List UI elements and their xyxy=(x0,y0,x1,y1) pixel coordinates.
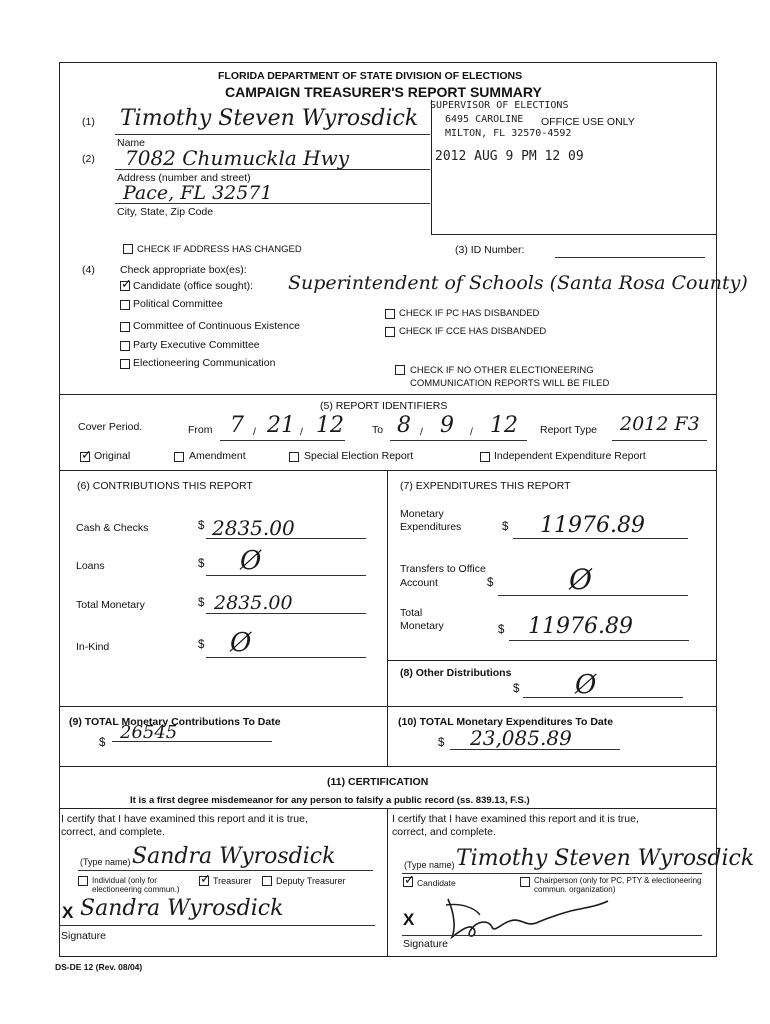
transfers-l1: Transfers to Office xyxy=(400,563,486,575)
report-identifiers-title: (5) REPORT IDENTIFIERS xyxy=(320,400,448,412)
special-election-checkbox[interactable] xyxy=(289,452,299,462)
cash-underline xyxy=(206,538,366,539)
cce-label: Committee of Continuous Existence xyxy=(133,320,300,332)
office-box-bottom xyxy=(431,234,717,235)
deputy-treasurer-label: Deputy Treasurer xyxy=(276,876,346,886)
cce-disbanded-label: CHECK IF CCE HAS DISBANDED xyxy=(399,326,547,337)
office-use-label: OFFICE USE ONLY xyxy=(541,116,635,128)
cce-disbanded-checkbox[interactable] xyxy=(385,327,395,337)
divider-cert-vertical xyxy=(387,808,388,957)
cash-checks-value: 2835.00 xyxy=(212,516,295,540)
divider-6-7 xyxy=(387,470,388,706)
total-contributions-title: (9) TOTAL Monetary Contributions To Date xyxy=(69,716,281,728)
total-monetary-underline xyxy=(206,613,366,614)
independent-expenditure-label: Independent Expenditure Report xyxy=(494,450,646,462)
deputy-treasurer-checkbox[interactable] xyxy=(262,876,272,886)
field-num-1: (1) xyxy=(82,116,95,128)
party-checkbox[interactable] xyxy=(120,341,130,351)
amendment-label: Amendment xyxy=(189,450,246,462)
office-sought-value: Superintendent of Schools (Santa Rosa County) xyxy=(288,272,748,294)
to-day: 9 xyxy=(440,413,454,438)
candidate-cert-checkbox[interactable] xyxy=(403,877,413,887)
transfers-dollar: $ xyxy=(487,577,494,589)
divider-9-10 xyxy=(387,706,388,766)
report-type-underline xyxy=(612,440,707,441)
total-contributions-underline xyxy=(112,741,272,742)
from-year: 12 xyxy=(316,413,344,438)
cash-checks-label: Cash & Checks xyxy=(76,522,149,534)
name-underline xyxy=(115,134,430,135)
treasurer-checkbox[interactable] xyxy=(199,876,209,886)
candidate-checkbox[interactable] xyxy=(120,281,130,291)
total-expenditures-title: (10) TOTAL Monetary Expenditures To Date xyxy=(398,716,614,728)
left-signature-underline xyxy=(60,925,375,926)
total-contributions-value: 26545 xyxy=(120,722,178,743)
left-certify-l1: I certify that I have examined this report and it is true, xyxy=(61,813,308,825)
right-certify-l2: correct, and complete. xyxy=(392,826,496,838)
party-label: Party Executive Committee xyxy=(133,339,260,351)
cce-checkbox[interactable] xyxy=(120,322,130,332)
right-x-mark: X xyxy=(403,910,415,929)
contributions-title: (6) CONTRIBUTIONS THIS REPORT xyxy=(77,480,253,492)
check-boxes-label: Check appropriate box(es): xyxy=(120,264,247,276)
name-label: Name xyxy=(117,137,146,149)
original-checkbox[interactable] xyxy=(80,452,90,462)
name-value: Timothy Steven Wyrosdick xyxy=(120,106,419,131)
chairperson-checkbox[interactable] xyxy=(520,877,530,887)
office-box-left xyxy=(431,100,432,235)
other-distributions-title: (8) Other Distributions xyxy=(400,667,512,679)
amendment-checkbox[interactable] xyxy=(174,452,184,462)
candidate-name: Timothy Steven Wyrosdick xyxy=(456,846,755,871)
other-distributions-underline xyxy=(523,697,683,698)
address-value: 7082 Chumuckla Hwy xyxy=(125,146,350,170)
special-election-label: Special Election Report xyxy=(304,450,414,462)
treasurer-name: Sandra Wyrosdick xyxy=(132,844,336,869)
electioneering-checkbox[interactable] xyxy=(120,359,130,369)
certification-warning: It is a first degree misdemeanor for any person to falsify a public record (ss. 839.13, F.S.) xyxy=(130,795,530,806)
total-expenditures-l2: Monetary xyxy=(400,620,444,632)
total-expenditures-date-value: 23,085.89 xyxy=(470,726,572,750)
from-month: 7 xyxy=(230,413,244,438)
id-number-label: (3) ID Number: xyxy=(455,244,525,256)
right-certify-l1: I certify that I have examined this report and it is true, xyxy=(392,813,639,825)
treasurer-signature: Sandra Wyrosdick xyxy=(80,896,284,921)
no-other-label-2: COMMUNICATION REPORTS WILL BE FILED xyxy=(410,378,610,389)
original-label: Original xyxy=(94,450,131,462)
stamp-line3: MILTON, FL 32570-4592 xyxy=(445,128,572,139)
certification-title: (11) CERTIFICATION xyxy=(327,776,429,788)
monetary-expenditures-l2: Expenditures xyxy=(400,521,462,533)
id-number-underline xyxy=(555,257,705,258)
candidate-cert-label: Candidate xyxy=(417,878,456,888)
field-num-4: (4) xyxy=(82,264,95,276)
divider-8 xyxy=(387,660,717,661)
stamp-line2: 6495 CAROLINE xyxy=(445,114,524,125)
dept-header: FLORIDA DEPARTMENT OF STATE DIVISION OF ELECTIONS xyxy=(218,70,523,82)
form-title: CAMPAIGN TREASURER'S REPORT SUMMARY xyxy=(225,84,542,100)
loans-label: Loans xyxy=(76,560,105,572)
right-signature-underline xyxy=(402,935,702,936)
pc-disbanded-label: CHECK IF PC HAS DISBANDED xyxy=(399,308,540,319)
loans-value: Ø xyxy=(240,546,262,576)
inkind-dollar: $ xyxy=(198,639,205,651)
divider-9 xyxy=(59,706,717,707)
left-x-mark: X xyxy=(62,903,74,922)
right-signature-label: Signature xyxy=(403,938,448,950)
to-year: 12 xyxy=(490,413,518,438)
address-changed-checkbox[interactable] xyxy=(123,244,133,254)
left-certify-l2: correct, and complete. xyxy=(61,826,165,838)
chairperson-label: Chairperson (only for PC, PTY & electioneering commun. organization) xyxy=(534,876,702,894)
report-type-label: Report Type xyxy=(540,424,598,436)
from-underline xyxy=(220,440,345,441)
total-monetary-value: 2835.00 xyxy=(214,592,293,614)
form-id: DS-DE 12 (Rev. 08/04) xyxy=(55,962,143,972)
total-monetary-label: Total Monetary xyxy=(76,599,145,611)
total-monetary-dollar: $ xyxy=(198,597,205,609)
cash-dollar: $ xyxy=(198,520,205,532)
right-name-underline xyxy=(402,873,702,874)
inkind-label: In-Kind xyxy=(76,641,110,653)
right-type-name-label: (Type name) xyxy=(404,860,455,870)
no-other-label-1: CHECK IF NO OTHER ELECTIONEERING xyxy=(410,365,594,376)
from-day: 21 xyxy=(267,413,295,438)
address-changed-label: CHECK IF ADDRESS HAS CHANGED xyxy=(137,244,302,255)
total-contributions-dollar: $ xyxy=(99,737,106,749)
independent-expenditure-checkbox[interactable] xyxy=(480,452,490,462)
city-underline xyxy=(115,203,430,204)
electioneering-label: Electioneering Communication xyxy=(133,357,276,369)
to-month: 8 xyxy=(397,413,411,438)
divider-cert xyxy=(59,808,717,809)
other-distributions-dollar: $ xyxy=(513,683,520,695)
left-name-underline xyxy=(78,870,373,871)
candidate-label: Candidate (office sought): xyxy=(133,280,254,292)
individual-checkbox[interactable] xyxy=(78,876,88,886)
transfers-l2: Account xyxy=(400,577,438,589)
treasurer-label: Treasurer xyxy=(213,876,252,886)
monetary-expenditures-underline xyxy=(513,538,688,539)
total-expenditures-date-dollar: $ xyxy=(438,737,445,749)
transfers-underline xyxy=(498,595,688,596)
address-underline xyxy=(115,169,430,170)
to-underline xyxy=(390,440,527,441)
loans-underline xyxy=(206,575,366,576)
left-signature-label: Signature xyxy=(61,930,106,942)
cover-period-label: Cover Period. xyxy=(78,421,143,433)
stamp-date: 2012 AUG 9 PM 12 09 xyxy=(435,149,584,164)
divider-5 xyxy=(59,394,717,395)
report-type-value: 2012 F3 xyxy=(620,413,700,435)
divider-11 xyxy=(59,766,717,767)
inkind-underline xyxy=(206,657,366,658)
loans-dollar: $ xyxy=(198,558,205,570)
political-committee-label: Political Committee xyxy=(133,298,223,310)
field-num-2: (2) xyxy=(82,153,95,165)
total-expenditures-l1: Total xyxy=(400,607,423,619)
other-distributions-value: Ø xyxy=(575,670,597,700)
total-expenditures-dollar: $ xyxy=(498,624,505,636)
inkind-value: Ø xyxy=(230,628,252,658)
address-label: Address (number and street) xyxy=(117,172,251,184)
total-expenditures-value: 11976.89 xyxy=(528,614,633,639)
total-expenditures-underline xyxy=(509,640,689,641)
from-label: From xyxy=(188,424,213,436)
expenditures-title: (7) EXPENDITURES THIS REPORT xyxy=(400,480,571,492)
political-committee-checkbox[interactable] xyxy=(120,300,130,310)
left-type-name-label: (Type name) xyxy=(80,857,131,867)
individual-label: Individual (only for electioneering commun.) xyxy=(92,876,180,894)
monetary-expenditures-l1: Monetary xyxy=(400,508,444,520)
stamp-line1: SUPERVISOR OF ELECTIONS xyxy=(430,100,569,111)
divider-6 xyxy=(59,470,717,471)
city-label: City, State, Zip Code xyxy=(117,206,214,218)
total-expenditures-date-underline xyxy=(450,749,620,750)
transfers-value: Ø xyxy=(569,563,592,596)
no-other-checkbox[interactable] xyxy=(395,365,405,375)
monetary-expenditures-dollar: $ xyxy=(502,521,509,533)
pc-disbanded-checkbox[interactable] xyxy=(385,309,395,319)
to-label: To xyxy=(372,424,384,436)
monetary-expenditures-value: 11976.89 xyxy=(540,513,645,538)
city-value: Pace, FL 32571 xyxy=(123,182,273,204)
